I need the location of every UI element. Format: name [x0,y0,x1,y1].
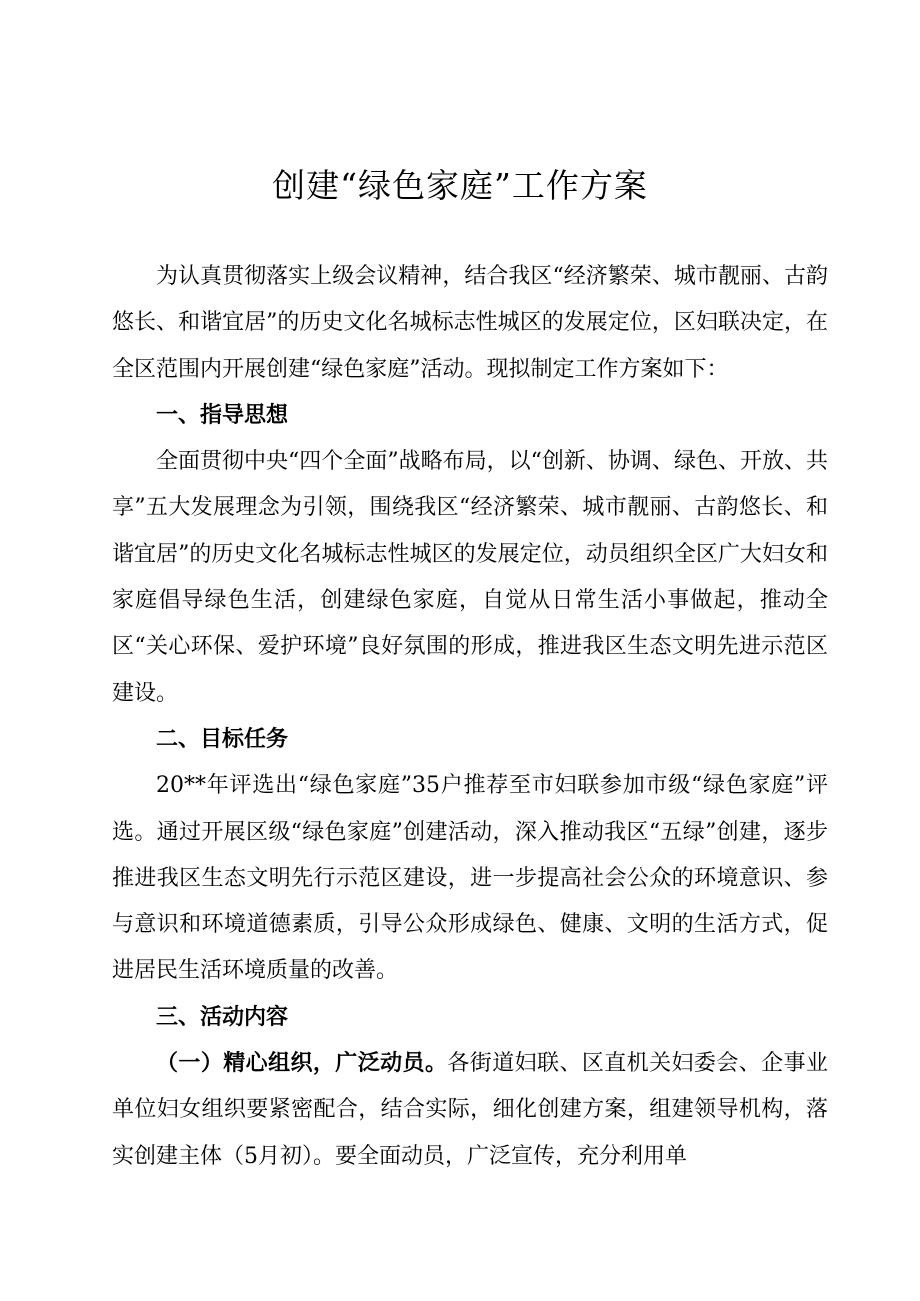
document-title: 创建“绿色家庭”工作方案 [272,166,648,205]
targets-paragraph: 20**年评选出“绿色家庭”35户推荐至市妇联参加市级“绿色家庭”评选。通过开展区级“绿色家庭”创建活动，深入推动我区“五绿”创建，逐步推进我区生态文明先行示范区建设，进一步提高社会公众的环境意识、参与意识和环境道德素质，引导公众形成绿色、健康、文明的生活方式，促进居民生活环境质量的改善。 [112,773,828,984]
section-heading-targets: 二、目标任务 [156,726,289,752]
activities-item-1-lead: （一）精心组织，广泛动员。 [156,1051,448,1077]
section-heading-activities: 三、活动内容 [156,1004,289,1030]
document-body [112,254,828,1180]
section-heading-guiding-ideology: 一、指导思想 [156,402,289,428]
activities-item-1-paragraph [112,1041,828,1180]
guiding-ideology-paragraph: 全面贯彻中央“四个全面”战略布局，以“创新、协调、绿色、开放、共享”五大发展理念为引领，围绕我区“经济繁荣、城市靓丽、古韵悠长、和谐宜居”的历史文化名城标志性城区的发展定位，动员组织全区广大妇女和家庭倡导绿色生活，创建绿色家庭，自觉从日常生活小事做起，推动全区“关心环保、爱护环境”良好氛围的形成，推进我区生态文明先进示范区建设。 [112,449,828,706]
activities-item-1-text: 各街道妇联、区直机关妇委会、企事业单位妇女组织要紧密配合，结合实际，细化创建方案，组建领导机构，落实创建主体（5月初）。要全面动员，广泛宣传，充分利用单 [112,1051,828,1169]
intro-paragraph: 为认真贯彻落实上级会议精神，结合我区“经济繁荣、城市靓丽、古韵悠长、和谐宜居”的历史文化名城标志性城区的发展定位，区妇联决定，在全区范围内开展创建“绿色家庭”活动。现拟制定工作方案如下： [112,264,828,382]
